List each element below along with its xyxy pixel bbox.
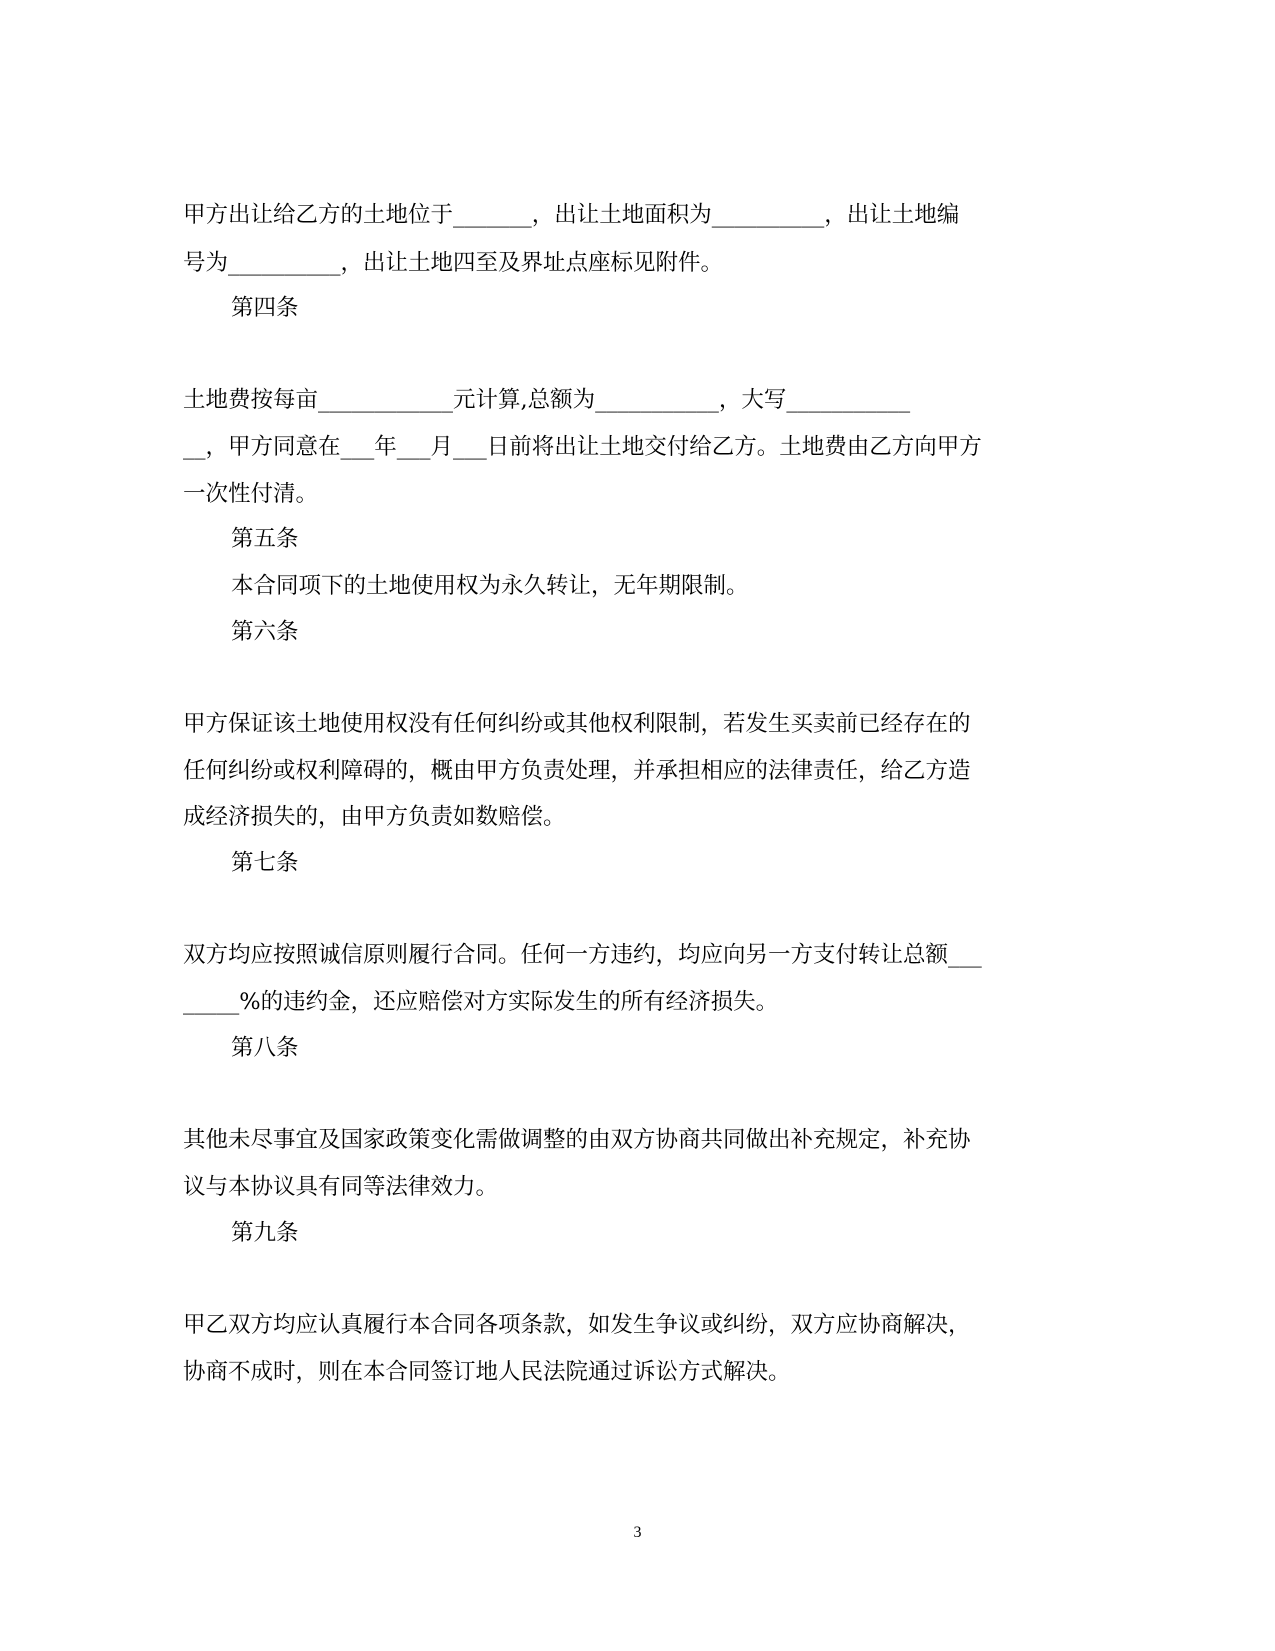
clause-9-line-2: 协商不成时，则在本合同签订地人民法院通过诉讼方式解决。 (183, 1359, 791, 1385)
page-number: 3 (633, 1524, 642, 1541)
clause-4-line-1: 土地费按每亩____________元计算,总额为___________，大写___________ (183, 387, 911, 413)
clause-4-line-3: 一次性付清。 (183, 481, 319, 507)
clause-5-heading: 第五条 (231, 526, 299, 552)
clause-5-line-1: 本合同项下的土地使用权为永久转让，无年期限制。 (231, 573, 749, 599)
clause-4-line-2: __，甲方同意在___年___月___日前将出让土地交付给乙方。土地费由乙方向甲方 (183, 434, 982, 460)
clause-8-line-1: 其他未尽事宜及国家政策变化需做调整的由双方协商共同做出补充规定，补充协 (183, 1127, 971, 1153)
clause-9-line-1: 甲乙双方均应认真履行本合同各项条款，如发生争议或纠纷，双方应协商解决， (183, 1312, 971, 1338)
clause-7-line-2: _____%的违约金，还应赔偿对方实际发生的所有经济损失。 (183, 989, 779, 1015)
clause-4-heading: 第四条 (231, 295, 299, 321)
clause-6-heading: 第六条 (231, 619, 299, 645)
clause-6-line-3: 成经济损失的，由甲方负责如数赔偿。 (183, 804, 566, 830)
clause-8-line-2: 议与本协议具有同等法律效力。 (183, 1174, 499, 1200)
clause-8-heading: 第八条 (231, 1035, 299, 1061)
clause-7-line-1: 双方均应按照诚信原则履行合同。任何一方违约，均应向另一方支付转让总额___ (183, 942, 982, 968)
clause-9-heading: 第九条 (231, 1220, 299, 1246)
clause-6-line-2: 任何纠纷或权利障碍的，概由甲方负责处理，并承担相应的法律责任，给乙方造 (183, 758, 971, 784)
clause-3-line-2: 号为__________，出让土地四至及界址点座标见附件。 (183, 250, 724, 276)
clause-3-line-1: 甲方出让给乙方的土地位于_______，出让土地面积为__________，出让土地编 (183, 202, 960, 228)
clause-6-line-1: 甲方保证该土地使用权没有任何纠纷或其他权利限制，若发生买卖前已经存在的 (183, 711, 971, 737)
clause-7-heading: 第七条 (231, 850, 299, 876)
